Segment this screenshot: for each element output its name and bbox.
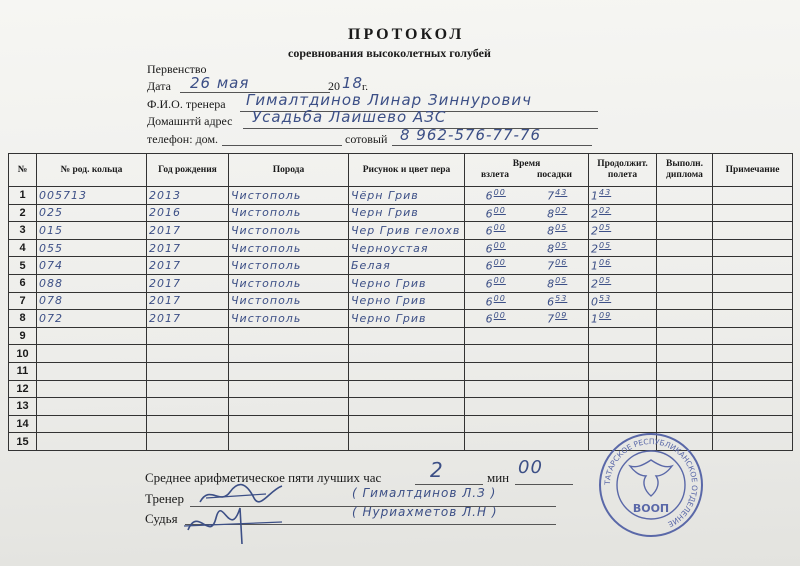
row-number: 3 xyxy=(9,222,37,240)
landing-time xyxy=(547,311,567,326)
time-cell xyxy=(465,222,589,240)
flight-duration xyxy=(589,222,657,240)
takeoff-time xyxy=(486,311,506,326)
birth-year: 2017 xyxy=(147,292,229,310)
footer-trainer-value: ( Гималтдинов Л.З ) xyxy=(352,486,497,500)
flight-duration-minutes: 02 xyxy=(599,205,612,215)
takeoff-time xyxy=(486,258,506,273)
ring-number xyxy=(37,415,147,433)
feather-pattern: Черноустая xyxy=(349,239,465,257)
time-values xyxy=(465,294,588,309)
ring-number: 088 xyxy=(37,274,147,292)
takeoff-time xyxy=(486,241,506,256)
row-number: 7 xyxy=(9,292,37,310)
stamp-ring-text: ТАТАРСКОЕ РЕСПУБЛИКАНСКОЕ ОТДЕЛЕНИЕ xyxy=(602,436,700,529)
landing-time xyxy=(547,294,567,309)
flight-duration xyxy=(589,239,657,257)
landing-time xyxy=(547,206,567,221)
average-minutes-underline xyxy=(515,484,573,485)
landing-time-minutes: 09 xyxy=(555,311,568,321)
page-subtitle: соревнования высоколетных голубей xyxy=(288,46,491,60)
ring-number: 074 xyxy=(37,257,147,275)
judge-label: Судья xyxy=(145,511,178,526)
minutes-label: мин xyxy=(487,470,510,485)
landing-time-hours: 7 xyxy=(547,189,556,203)
table-row xyxy=(9,362,793,380)
table-row xyxy=(9,257,793,275)
judge-signature xyxy=(182,500,292,546)
time-cell xyxy=(465,433,589,451)
flight-duration-hours: 2 xyxy=(591,242,599,256)
takeoff-time-minutes: 00 xyxy=(493,293,506,303)
table-row xyxy=(9,292,793,310)
row-number: 12 xyxy=(9,380,37,398)
flight-duration-hours: 2 xyxy=(591,207,599,221)
time-values xyxy=(465,311,588,326)
ring-number: 025 xyxy=(37,204,147,222)
row-number: 1 xyxy=(9,187,37,205)
row-number: 11 xyxy=(9,362,37,380)
feather-pattern: Чер Грив гелохв xyxy=(349,222,465,240)
feather-pattern: Черно Грив xyxy=(349,274,465,292)
feather-pattern: Черн Грив xyxy=(349,204,465,222)
row-number: 14 xyxy=(9,415,37,433)
feather-pattern xyxy=(349,398,465,416)
table-row xyxy=(9,345,793,363)
flight-duration xyxy=(589,398,657,416)
birth-year: 2013 xyxy=(147,187,229,205)
footer-trainer-label: Тренер xyxy=(145,491,184,506)
note xyxy=(713,204,793,222)
average-minutes: 00 xyxy=(518,457,543,478)
diploma-mark xyxy=(657,398,713,416)
diploma-mark xyxy=(657,310,713,328)
feather-pattern: Чёрн Грив xyxy=(349,187,465,205)
takeoff-time-minutes: 00 xyxy=(493,258,506,268)
trainer-value: Гималтдинов Линар Зиннурович xyxy=(246,91,532,109)
landing-time-minutes: 02 xyxy=(555,205,568,215)
table-row xyxy=(9,187,793,205)
flight-duration xyxy=(589,345,657,363)
ring-number: 015 xyxy=(37,222,147,240)
birth-year: 2016 xyxy=(147,204,229,222)
time-cell xyxy=(465,257,589,275)
breed xyxy=(229,380,349,398)
breed: Чистополь xyxy=(229,187,349,205)
col-header-time xyxy=(465,154,589,187)
breed xyxy=(229,433,349,451)
note xyxy=(713,433,793,451)
time-subheaders xyxy=(467,170,586,181)
row-number: 15 xyxy=(9,433,37,451)
time-values xyxy=(465,276,588,291)
birth-year: 2017 xyxy=(147,310,229,328)
landing-time-hours: 7 xyxy=(547,260,556,273)
date-year-suffix: 18 xyxy=(342,74,364,92)
time-cell xyxy=(465,239,589,257)
diploma-mark xyxy=(657,345,713,363)
breed xyxy=(229,398,349,416)
row-number: 13 xyxy=(9,398,37,416)
diploma-mark xyxy=(657,292,713,310)
flight-duration-hours: 1 xyxy=(591,312,599,326)
landing-time-hours: 8 xyxy=(547,224,556,238)
feather-pattern: Черно Грив xyxy=(349,292,465,310)
takeoff-time-minutes: 00 xyxy=(493,187,506,197)
time-values xyxy=(465,258,588,273)
flight-duration xyxy=(589,274,657,292)
feather-pattern xyxy=(349,415,465,433)
col-header-no: № xyxy=(9,154,37,187)
feather-pattern xyxy=(349,345,465,363)
takeoff-time-minutes: 00 xyxy=(493,223,506,233)
organization-stamp xyxy=(598,432,704,538)
table-body xyxy=(9,187,793,451)
birth-year xyxy=(147,398,229,416)
breed xyxy=(229,362,349,380)
time-values xyxy=(465,188,588,203)
landing-time-minutes: 05 xyxy=(555,240,568,250)
flight-duration xyxy=(589,380,657,398)
row-number: 6 xyxy=(9,274,37,292)
time-cell xyxy=(465,362,589,380)
phone-underline xyxy=(222,145,342,146)
col-header-note: Примечание xyxy=(713,154,793,187)
birth-year xyxy=(147,380,229,398)
date-year-unit: г. xyxy=(362,81,369,93)
takeoff-time-hours: 6 xyxy=(485,189,494,203)
breed xyxy=(229,327,349,345)
flight-duration-minutes: 06 xyxy=(599,258,612,268)
time-cell xyxy=(465,327,589,345)
flight-duration xyxy=(589,204,657,222)
landing-label: посадки xyxy=(536,170,573,180)
flight-duration-minutes: 05 xyxy=(599,223,612,233)
flight-duration xyxy=(589,327,657,345)
flight-duration-minutes: 09 xyxy=(599,311,612,321)
date-value: 26 мая xyxy=(190,74,250,92)
note xyxy=(713,292,793,310)
flight-duration xyxy=(589,187,657,205)
time-cell xyxy=(465,415,589,433)
landing-time-minutes: 05 xyxy=(555,275,568,285)
time-values xyxy=(465,223,588,238)
time-cell xyxy=(465,310,589,328)
diploma-mark xyxy=(657,187,713,205)
takeoff-time-hours: 6 xyxy=(485,295,494,309)
row-number: 9 xyxy=(9,327,37,345)
table-row xyxy=(9,380,793,398)
breed xyxy=(229,415,349,433)
breed: Чистополь xyxy=(229,274,349,292)
judge-value: ( Нуриахметов Л.Н ) xyxy=(352,505,498,519)
ring-number: 055 xyxy=(37,239,147,257)
feather-pattern xyxy=(349,380,465,398)
note xyxy=(713,187,793,205)
birth-year: 2017 xyxy=(147,274,229,292)
dove-icon xyxy=(630,460,672,496)
ring-number xyxy=(37,345,147,363)
breed: Чистополь xyxy=(229,257,349,275)
diploma-mark xyxy=(657,327,713,345)
stamp-inner-text: ВООП xyxy=(632,502,670,515)
phone-label: телефон: дом. xyxy=(147,132,219,146)
ring-number xyxy=(37,398,147,416)
mobile-value: 8 962-576-77-76 xyxy=(400,126,541,144)
landing-time-hours: 8 xyxy=(547,242,556,256)
landing-time-hours: 8 xyxy=(547,277,556,291)
time-cell xyxy=(465,187,589,205)
time-cell xyxy=(465,274,589,292)
table-row xyxy=(9,327,793,345)
results-table xyxy=(8,153,793,451)
takeoff-time-minutes: 00 xyxy=(493,205,506,215)
takeoff-time-hours: 6 xyxy=(485,224,494,238)
takeoff-time xyxy=(486,294,506,309)
flight-duration-minutes: 53 xyxy=(599,293,612,303)
birth-year xyxy=(147,327,229,345)
col-header-diploma: Выполн. диплома xyxy=(657,154,713,187)
table-row xyxy=(9,239,793,257)
table-row xyxy=(9,310,793,328)
breed: Чистополь xyxy=(229,292,349,310)
feather-pattern xyxy=(349,433,465,451)
takeoff-time xyxy=(486,206,506,221)
breed: Чистополь xyxy=(229,204,349,222)
table-row xyxy=(9,274,793,292)
flight-duration xyxy=(589,257,657,275)
takeoff-label: взлета xyxy=(480,170,509,180)
ring-number: 072 xyxy=(37,310,147,328)
mobile-label: сотовый xyxy=(345,132,388,146)
time-cell xyxy=(465,292,589,310)
diploma-mark xyxy=(657,239,713,257)
table-row xyxy=(9,204,793,222)
landing-time xyxy=(547,241,567,256)
takeoff-time xyxy=(486,276,506,291)
breed: Чистополь xyxy=(229,310,349,328)
mobile-underline xyxy=(392,145,592,146)
time-cell xyxy=(465,204,589,222)
note xyxy=(713,415,793,433)
average-label: Среднее арифметическое пяти лучших час xyxy=(145,470,382,485)
landing-time xyxy=(547,276,567,291)
ring-number xyxy=(37,433,147,451)
note xyxy=(713,257,793,275)
diploma-mark xyxy=(657,222,713,240)
flight-duration-hours: 2 xyxy=(591,277,599,291)
takeoff-time-minutes: 00 xyxy=(493,240,506,250)
landing-time-minutes: 43 xyxy=(555,187,568,197)
col-header-pattern: Рисунок и цвет пера xyxy=(349,154,465,187)
flight-duration xyxy=(589,415,657,433)
diploma-mark xyxy=(657,380,713,398)
row-number: 8 xyxy=(9,310,37,328)
birth-year xyxy=(147,362,229,380)
flight-duration xyxy=(589,310,657,328)
note xyxy=(713,327,793,345)
breed xyxy=(229,345,349,363)
time-cell xyxy=(465,345,589,363)
takeoff-time-hours: 6 xyxy=(485,207,494,221)
time-cell xyxy=(465,380,589,398)
birth-year: 2017 xyxy=(147,239,229,257)
birth-year: 2017 xyxy=(147,222,229,240)
flight-duration-minutes: 05 xyxy=(599,275,612,285)
diploma-mark xyxy=(657,415,713,433)
flight-duration-minutes: 43 xyxy=(599,187,612,197)
flight-duration xyxy=(589,292,657,310)
diploma-mark xyxy=(657,204,713,222)
ring-number: 005713 xyxy=(37,187,147,205)
flight-duration-hours: 1 xyxy=(591,189,599,203)
landing-time xyxy=(547,223,567,238)
col-header-duration: Продолжит. полета xyxy=(589,154,657,187)
note xyxy=(713,398,793,416)
takeoff-time-hours: 6 xyxy=(485,312,494,326)
time-values xyxy=(465,206,588,221)
landing-time-minutes: 53 xyxy=(555,293,568,303)
note xyxy=(713,310,793,328)
table-row xyxy=(9,415,793,433)
date-year-prefix: 20 xyxy=(328,79,340,93)
time-values xyxy=(465,241,588,256)
diploma-mark xyxy=(657,257,713,275)
takeoff-time xyxy=(486,223,506,238)
address-value: Усадьба Лаишево АЗС xyxy=(252,108,447,126)
note xyxy=(713,362,793,380)
row-number: 10 xyxy=(9,345,37,363)
takeoff-time xyxy=(486,188,506,203)
diploma-mark xyxy=(657,362,713,380)
row-number: 2 xyxy=(9,204,37,222)
average-hours: 2 xyxy=(430,458,444,482)
feather-pattern: Белая xyxy=(349,257,465,275)
championship-label: Первенство xyxy=(147,62,207,76)
diploma-mark xyxy=(657,274,713,292)
flight-duration-minutes: 05 xyxy=(599,240,612,250)
row-number: 5 xyxy=(9,257,37,275)
birth-year xyxy=(147,433,229,451)
birth-year xyxy=(147,415,229,433)
ring-number xyxy=(37,327,147,345)
landing-time-hours: 8 xyxy=(547,207,556,221)
col-header-year: Год рождения xyxy=(147,154,229,187)
birth-year: 2017 xyxy=(147,257,229,275)
flight-duration-hours: 2 xyxy=(591,224,599,238)
ring-number xyxy=(37,380,147,398)
flight-duration-hours: 1 xyxy=(591,260,599,273)
takeoff-time-hours: 6 xyxy=(485,260,494,273)
col-header-ring: № род. кольца xyxy=(37,154,147,187)
table-row xyxy=(9,398,793,416)
time-label: Время xyxy=(512,159,541,169)
row-number: 4 xyxy=(9,239,37,257)
birth-year xyxy=(147,345,229,363)
feather-pattern xyxy=(349,362,465,380)
table-header-row xyxy=(9,154,793,187)
breed: Чистополь xyxy=(229,222,349,240)
address-label: Домашнтй адрес xyxy=(147,114,233,128)
flight-duration xyxy=(589,362,657,380)
landing-time xyxy=(547,188,567,203)
trainer-label: Ф.И.О. тренера xyxy=(147,97,226,111)
note xyxy=(713,239,793,257)
landing-time-hours: 6 xyxy=(547,295,556,309)
note xyxy=(713,345,793,363)
table-row xyxy=(9,222,793,240)
ring-number: 078 xyxy=(37,292,147,310)
average-hours-underline xyxy=(415,484,483,485)
feather-pattern: Черно Грив xyxy=(349,310,465,328)
takeoff-time-minutes: 00 xyxy=(493,275,506,285)
flight-duration-hours: 0 xyxy=(591,295,599,309)
landing-time-minutes: 05 xyxy=(555,223,568,233)
feather-pattern xyxy=(349,327,465,345)
takeoff-time-minutes: 00 xyxy=(493,311,506,321)
time-cell xyxy=(465,398,589,416)
landing-time xyxy=(547,258,567,273)
takeoff-time-hours: 6 xyxy=(485,242,494,256)
page-title: ПРОТОКОЛ xyxy=(348,26,465,43)
ring-number xyxy=(37,362,147,380)
landing-time-hours: 7 xyxy=(547,312,556,326)
landing-time-minutes: 06 xyxy=(555,258,568,268)
breed: Чистополь xyxy=(229,239,349,257)
col-header-breed: Порода xyxy=(229,154,349,187)
note xyxy=(713,274,793,292)
date-label: Дата xyxy=(147,79,171,93)
note xyxy=(713,222,793,240)
takeoff-time-hours: 6 xyxy=(485,277,494,291)
note xyxy=(713,380,793,398)
